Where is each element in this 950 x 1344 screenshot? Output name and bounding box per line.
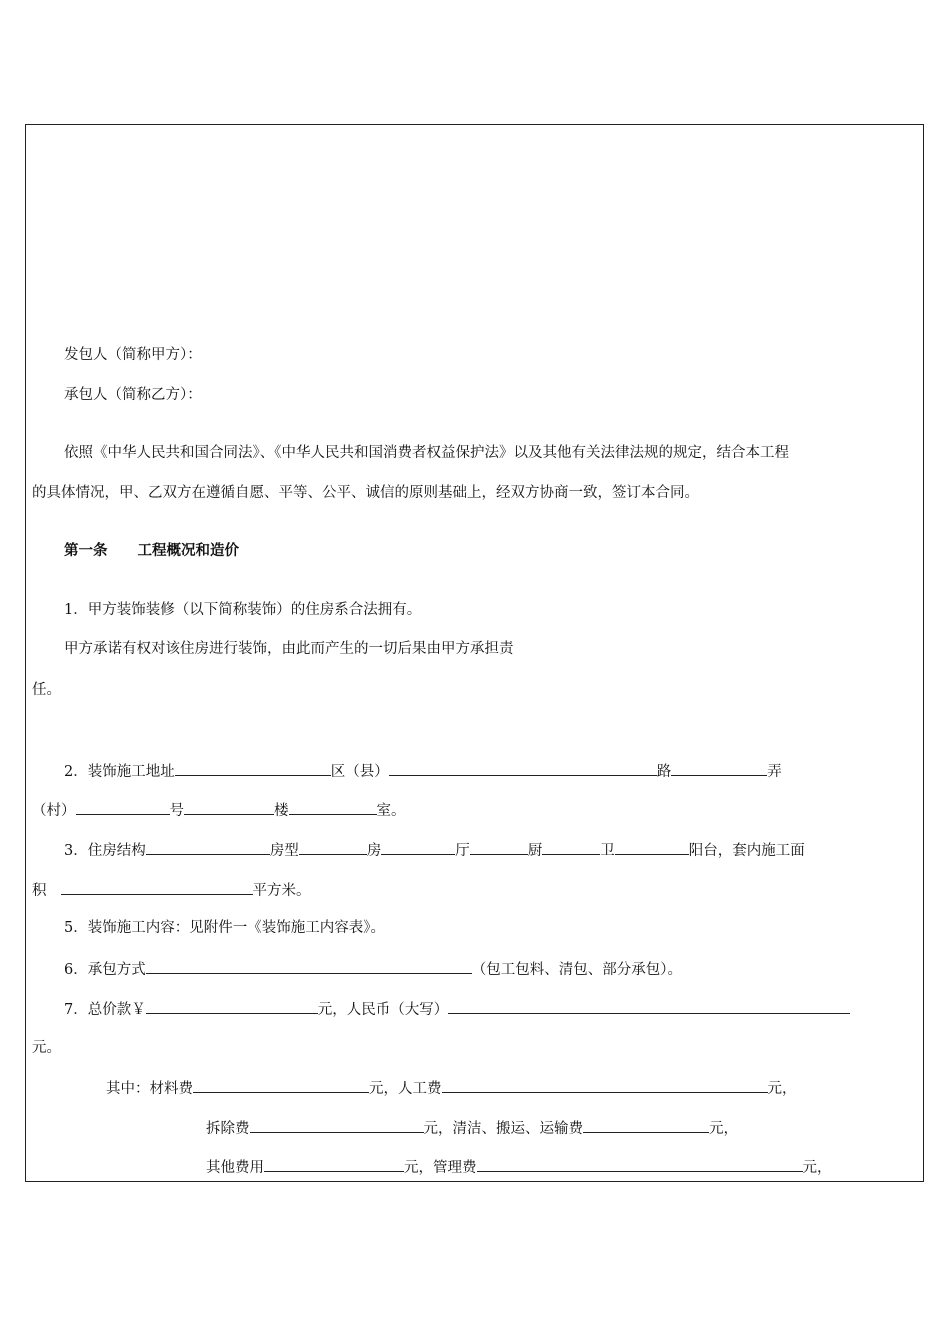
district-blank[interactable] [389,760,657,776]
item-2-line-1 [64,760,782,782]
item-1-line-2: 甲方承诺有权对该住房进行装饰，由此而产生的一切后果由甲方承担责 [64,641,514,657]
yuan-end-3: 元， [802,1160,832,1176]
kitchen-blank[interactable] [542,839,600,855]
breakdown-line-2 [206,1117,738,1139]
structure-blank[interactable] [146,839,270,855]
item-3-line-2 [32,879,311,901]
materials-blank[interactable] [193,1077,369,1093]
road-blank[interactable] [671,760,767,776]
item-1-line-1: 1．甲方装饰装修（以下简称装饰）的住房系合法拥有。 [64,602,422,618]
cleaning-label: 元，清洁、搬运、运输费 [423,1121,583,1137]
management-label: 元，管理费 [404,1160,477,1176]
room-blank[interactable] [289,799,377,815]
item-7-prefix: 7．总价款￥ [64,1002,146,1018]
item-6-prefix: 6．承包方式 [64,962,146,978]
hall-blank[interactable] [470,839,528,855]
address-blank[interactable] [175,760,331,776]
rmb-label: 元，人民币（大写） [317,1002,449,1018]
bath-label: 卫 [600,843,615,859]
building-label: 楼 [274,803,289,819]
item-7-line-1 [64,998,850,1020]
hall-label: 厅 [455,843,470,859]
area-prefix: 积 [32,883,47,899]
road-label: 路 [656,764,672,780]
item-5-line: 5．装饰施工内容：见附件一《装饰施工内容表》。 [64,920,385,936]
item-3-prefix: 3．住房结构 [64,843,146,859]
area-blank[interactable] [61,879,253,895]
yuan-end-1: 元， [767,1081,797,1097]
room-count-label: 房 [366,843,382,859]
breakdown-line-3 [206,1156,832,1178]
lane-label: 弄 [767,764,782,780]
room-label: 室。 [376,803,406,819]
contractor-line: 承包人（简称乙方）： [64,387,202,403]
item-6-line [64,958,682,980]
item-3-line-1 [64,839,805,861]
other-blank[interactable] [264,1156,404,1172]
item-1-line-3: 任。 [32,682,61,698]
cleaning-blank[interactable] [583,1117,709,1133]
building-blank[interactable] [184,799,274,815]
demolition-label: 拆除费 [206,1121,250,1137]
number-label: 号 [169,803,184,819]
item-6-suffix: （包工包料、清包、部分承包）。 [471,962,682,978]
article-title: 工程概况和造价 [137,542,239,559]
item-7-line-2: 元。 [32,1040,61,1056]
bath-blank[interactable] [615,839,689,855]
balcony-label: 阳台，套内施工面 [688,843,805,859]
item-2-prefix: 2．装饰施工地址 [64,764,175,780]
type-label: 房型 [269,843,299,859]
article-number: 第一条 [64,542,108,559]
demolition-blank[interactable] [250,1117,424,1133]
preamble-line-2: 的具体情况，甲、乙双方在遵循自愿、平等、公平、诚信的原则基础上，经双方协商一致，签订本合同。 [32,485,699,501]
labor-label: 元，人工费 [369,1081,442,1097]
labor-blank[interactable] [442,1077,768,1093]
article-1-heading [64,541,239,561]
item-2-line-2 [32,799,406,821]
district-label: 区（县） [330,764,389,780]
room-count-blank[interactable] [381,839,455,855]
contract-mode-blank[interactable] [146,958,472,974]
breakdown-line-1 [106,1077,797,1099]
area-unit: 平方米。 [252,883,311,899]
materials-label: 其中：材料费 [106,1081,193,1097]
yuan-end-2: 元， [709,1121,738,1137]
other-label: 其他费用 [206,1160,264,1176]
employer-line: 发包人（简称甲方）： [64,347,202,363]
total-price-blank[interactable] [146,998,318,1014]
village-label: （村） [32,803,76,819]
preamble-line-1: 依照《中华人民共和国合同法》、《中华人民共和国消费者权益保护法》以及其他有关法律法规的规定，结合本工程 [64,445,789,461]
rmb-uppercase-blank[interactable] [448,998,850,1014]
kitchen-label: 厨 [527,843,543,859]
number-blank[interactable] [76,799,170,815]
type-blank[interactable] [299,839,367,855]
management-blank[interactable] [477,1156,803,1172]
